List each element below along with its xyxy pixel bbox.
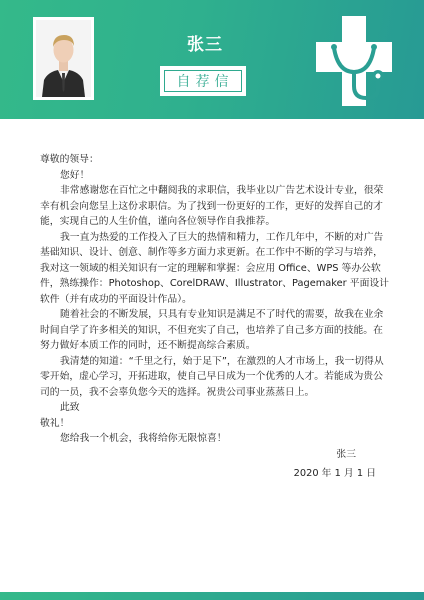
applicant-name: 张三 [187,35,223,55]
cover-letter-body [40,152,390,482]
letter-postscript: 您给我一个机会，我将给你无限惊喜！ [60,433,227,444]
letter-paragraph-4: 我清楚的知道：“千里之行，始于足下”，在激烈的人才市场上，我一切得从零开始，虚心学习，开拓进取，使自己早日成为一个优秀的人才。若能成为贵公司的一员，我不会辜负您今天的选择。祝贵公司事业蒸蒸日上。 [40,355,384,398]
letter-salutation: 尊敬的领导： [40,154,99,165]
portrait-photo-icon [36,20,91,97]
letter-paragraph-3: 随着社会的不断发展，只具有专业知识是满足不了时代的需要，故我在业余时间自学了许多相关的知识，不但充实了自己，也培养了自己多方面的技能。在努力做好本质工作的同时，还不断提高综合素质。 [40,309,384,351]
header-banner [0,0,424,119]
page-title: 自荐信 [176,74,234,90]
title-box [160,66,246,96]
letter-signature: 张三 [336,448,356,460]
profile-photo [33,17,94,100]
medical-cross-stethoscope-icon [314,12,394,110]
letter-paragraph-2: 我一直为热爱的工作投入了巨大的热情和精力，工作几年中，不断的对广告基础知识、设计、创意、制作等多方面力求更新。在工作中不断的学习与培养，我对这一领域的相关知识有一定的理解和掌握：会应用 Office、WPS 等办公软件，熟练操作：Photoshop、CorelDRAW、Illustrator、Pagemaker 平面设计软件（并有成功的平面设计作品）。 [40,231,389,305]
letter-greeting: 您好！ [60,169,90,181]
letter-paragraph-1: 非常感谢您在百忙之中翻阅我的求职信，我毕业以广告艺术设计专业，很荣幸有机会向您呈上这份求职信。为了找到一份更好的工作，更好的发挥自己的才能，实现自己的人生价值，谨向各位领导作自我推荐。 [40,185,384,227]
letter-closing-2: 敬礼！ [40,417,70,429]
letter-date: 2020 年 1 月 1 日 [293,468,376,479]
footer-bar [0,592,424,600]
letter-closing-1: 此致 [60,402,80,413]
